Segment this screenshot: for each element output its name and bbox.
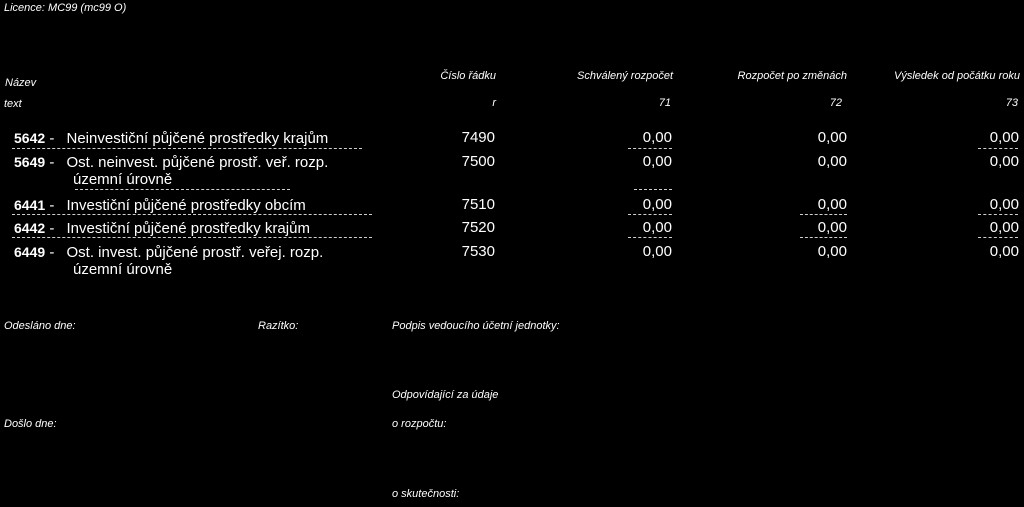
row-divider [628,214,672,215]
row-text-continued: územní úrovně [73,261,173,278]
row-value-72: 0,00 [817,196,847,213]
row-divider [12,214,372,215]
row-divider [628,148,672,149]
row-separator: - [49,197,55,214]
row-text: Ost. invest. půjčené prostř. veřej. rozp. [66,244,324,261]
row-divider [978,214,1018,215]
row-line-number: 7510 [461,196,495,213]
row-value-71: 0,00 [642,219,672,236]
footer-doslo-dne: Došlo dne: [4,418,57,430]
row-text: Ost. neinvest. půjčené prostř. veř. rozp. [66,154,329,171]
header-col-71: 71 [658,97,671,109]
header-schvaleny-rozpocet: Schválený rozpočet [577,70,673,82]
row-text: Neinvestiční půjčené prostředky krajům [66,130,329,147]
row-separator: - [49,154,55,171]
row-divider [628,237,672,238]
row-divider [12,148,362,149]
row-value-71: 0,00 [642,243,672,260]
row-code: 5649 [14,154,46,170]
footer-razitko: Razítko: [258,320,299,332]
row-value-71: 0,00 [642,129,672,146]
row-value-71: 0,00 [642,196,672,213]
row-code: 6449 [14,244,46,260]
row-value-73: 0,00 [989,196,1019,213]
row-code: 5642 [14,130,46,146]
row-divider [800,237,847,238]
table-row [14,243,323,262]
footer-o-skutecnosti: o skutečnosti: [392,488,460,500]
row-value-72: 0,00 [817,243,847,260]
row-value-72: 0,00 [817,153,847,170]
table-row [14,196,306,215]
row-separator: - [49,130,55,147]
row-line-number: 7490 [461,129,495,146]
header-col-73: 73 [1005,97,1018,109]
row-divider [978,148,1018,149]
row-value-73: 0,00 [989,219,1019,236]
header-text: text [4,98,22,110]
row-line-number: 7520 [461,219,495,236]
row-separator: - [49,244,55,261]
row-divider [75,189,290,190]
footer-odpovidajici: Odpovídající za údaje [392,389,499,401]
row-divider [12,237,372,238]
footer-odeslano-dne: Odesláno dne: [4,320,76,332]
row-value-73: 0,00 [989,243,1019,260]
row-separator: - [49,220,55,237]
row-value-73: 0,00 [989,153,1019,170]
row-value-73: 0,00 [989,129,1019,146]
header-nazev: Název [5,77,37,89]
row-line-number: 7500 [461,153,495,170]
header-rozpocet-po-zmenach: Rozpočet po změnách [737,70,847,82]
row-value-72: 0,00 [817,219,847,236]
row-divider [634,189,672,190]
footer-o-rozpoctu: o rozpočtu: [392,418,447,430]
header-r: r [492,97,496,109]
row-code: 6442 [14,220,46,236]
row-value-72: 0,00 [817,129,847,146]
row-line-number: 7530 [461,243,495,260]
licence-label: Licence: MC99 (mc99 O) [4,2,127,14]
row-text-continued: územní úrovně [73,171,173,188]
row-divider [800,214,847,215]
footer-podpis: Podpis vedoucího účetní jednotky: [392,320,560,332]
header-vysledek: Výsledek od počátku roku [894,70,1020,82]
row-text: Investiční půjčené prostředky krajům [66,220,310,237]
header-col-72: 72 [829,97,842,109]
row-value-71: 0,00 [642,153,672,170]
header-cislo-radku: Číslo řádku [440,70,496,82]
table-row [14,219,310,238]
row-divider [978,237,1018,238]
row-code: 6441 [14,197,46,213]
table-row [14,153,328,172]
table-row [14,129,328,148]
row-text: Investiční půjčené prostředky obcím [66,197,306,214]
